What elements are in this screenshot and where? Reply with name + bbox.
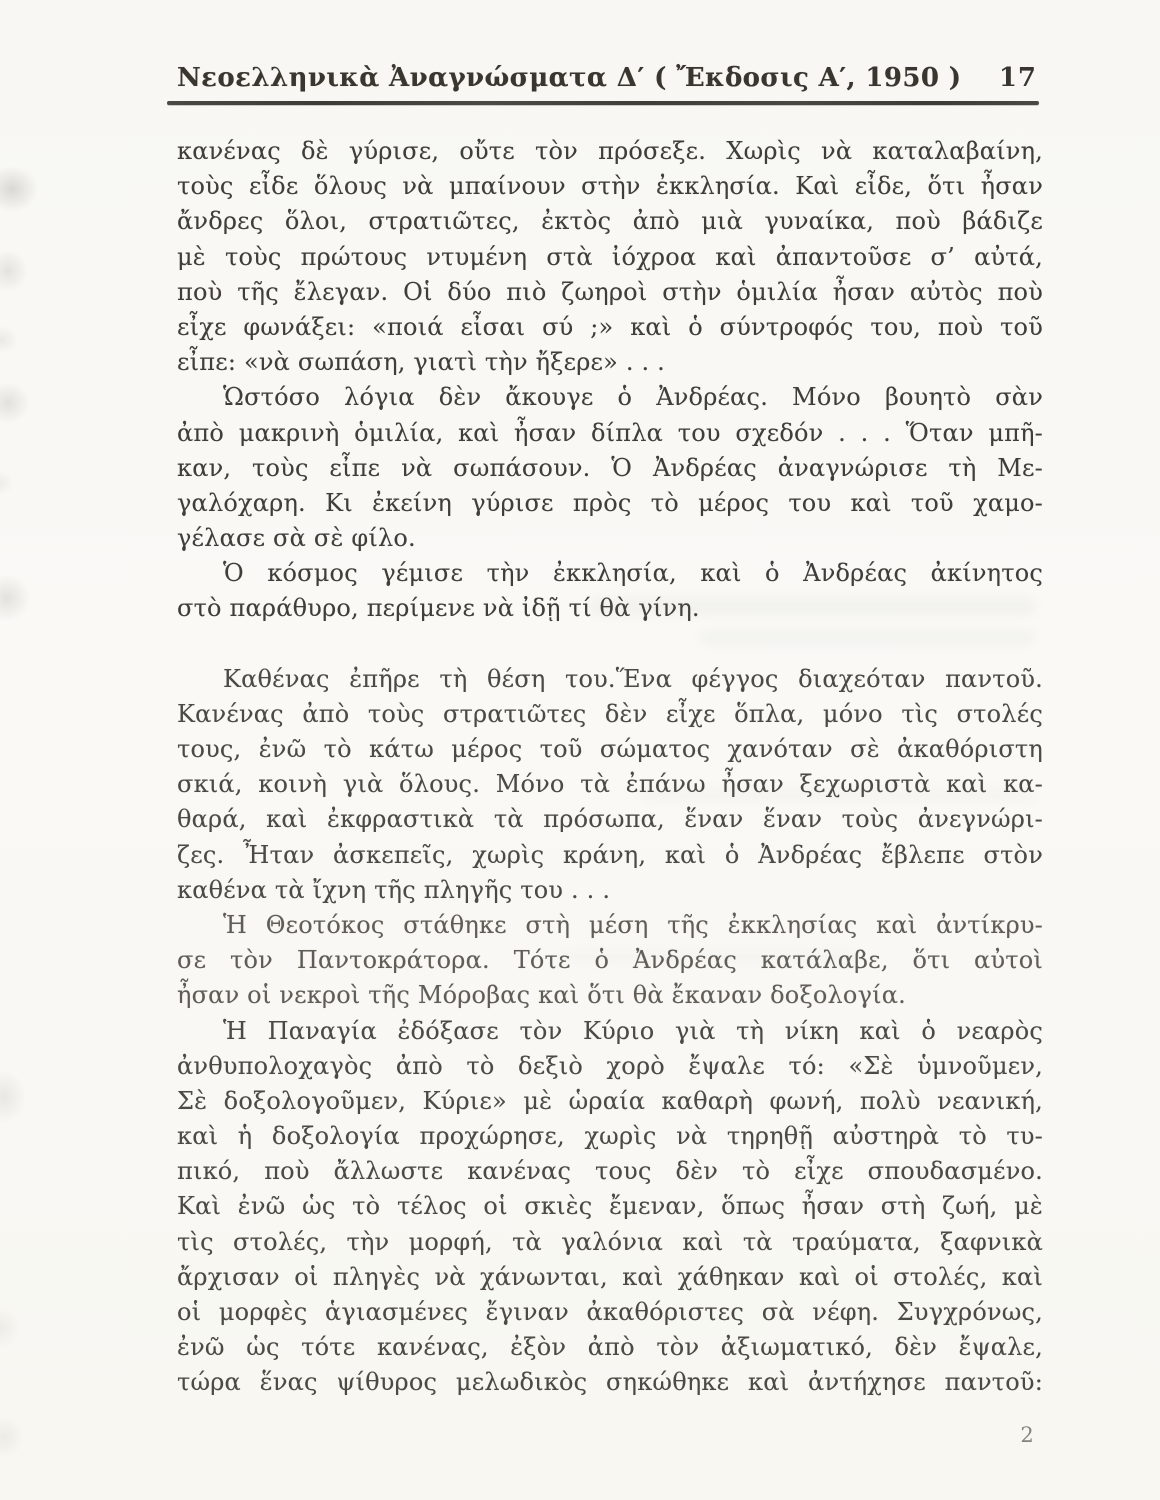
paragraph xyxy=(177,662,1043,908)
signature-number: 2 xyxy=(1020,1423,1034,1447)
text-line: Ὁ κόσμος γέμισε τὴν ἐκκλησία, καὶ ὁ Ἀνδρέας ἀκίνητος xyxy=(223,559,1043,588)
paragraph xyxy=(177,556,1043,626)
text-line: κανένας δὲ γύρισε, οὔτε τὸν πρόσεξε. Χωρὶς νὰ καταλαβαίνη, xyxy=(177,137,1043,165)
text-line: ἄρχισαν οἱ πληγὲς νὰ χάνωνται, καὶ χάθηκαν καὶ οἱ στολές, καὶ xyxy=(177,1262,1043,1291)
running-title: Νεοελληνικὰ Ἀναγνώσματα Δ′ ( Ἔκδοσις Α′, 1950 ) xyxy=(177,63,962,93)
text-line: καὶ ἡ δοξολογία προχώρησε, χωρὶς νὰ τηρηθῇ αὐστηρὰ τὸ τυ- xyxy=(177,1122,1043,1151)
scan-smudge xyxy=(0,326,18,354)
paragraph xyxy=(177,908,1043,1014)
text-line: θαρά, καὶ ἐκφραστικὰ τὰ πρόσωπα, ἕναν ἕναν τοὺς ἀνεγνώρι- xyxy=(177,805,1043,834)
paragraph xyxy=(177,134,1043,380)
text-line: καθένα τὰ ἴχνη τῆς πληγῆς του . . . xyxy=(177,875,611,904)
text-line: γαλόχαρη. Κι ἐκείνη γύρισε πρὸς τὸ μέρος του καὶ τοῦ χαμο- xyxy=(177,488,1043,517)
text-line: μὲ τοὺς πρώτους ντυμένη στὰ ἰόχροα καὶ ἀπαντοῦσε σ’ αὐτά, xyxy=(177,242,1043,271)
text-line: πικό, ποὺ ἄλλωστε κανένας τους δὲν τὸ εἶχε σπουδασμένο. xyxy=(177,1157,1043,1186)
paragraph xyxy=(177,1014,1043,1401)
scan-smudge xyxy=(0,574,30,622)
text-line: Σὲ δοξολογοῦμεν, Κύριε» μὲ ὡραία καθαρὴ φωνή, πολὺ νεανική, xyxy=(177,1086,1043,1115)
text-line: εἶπε: «νὰ σωπάση, γιατὶ τὴν ἤξερε» . . . xyxy=(177,348,666,377)
text-line: τώρα ἕνας ψίθυρος μελωδικὸς σηκώθηκε καὶ ἀντήχησε παντοῦ: xyxy=(177,1368,1043,1397)
page-header xyxy=(177,63,1037,93)
text-line: Καὶ ἐνῶ ὡς τὸ τέλος οἱ σκιὲς ἔμεναν, ὅπως ἦσαν στὴ ζωή, μὲ xyxy=(177,1192,1043,1221)
text-line: σκιά, κοινὴ γιὰ ὅλους. Μόνο τὰ ἐπάνω ἦσαν ξεχωριστὰ καὶ κα- xyxy=(177,770,1043,799)
text-line: εἶχε φωνάξει: «ποιά εἶσαι σύ ;» καὶ ὁ σύντροφός του, ποὺ τοῦ xyxy=(177,312,1043,341)
text-line: ποὺ τῆς ἔλεγαν. Οἱ δύο πιὸ ζωηροὶ στὴν ὁμιλία ἦσαν αὐτὸς ποὺ xyxy=(177,277,1043,306)
scan-smudge xyxy=(0,250,28,292)
scan-smudge xyxy=(0,470,14,496)
text-line: ἀνθυπολοχαγὸς ἀπὸ τὸ δεξιὸ χορὸ ἔψαλε τό: «Σὲ ὑμνοῦμεν, xyxy=(177,1051,1043,1080)
paragraph xyxy=(177,380,1043,556)
page-number: 17 xyxy=(998,63,1037,93)
header-rule xyxy=(167,101,1039,105)
text-line: ζες. Ἦταν ἀσκεπεῖς, χωρὶς κράνη, καὶ ὁ Ἀνδρέας ἔβλεπε στὸν xyxy=(177,840,1043,869)
scan-smudge xyxy=(0,1416,24,1458)
text-line: γέλασε σὰ σὲ φίλο. xyxy=(177,524,416,553)
scan-smudge xyxy=(0,1306,20,1350)
text-line: οἱ μορφὲς ἁγιασμένες ἔγιναν ἀκαθόριστες σὰ νέφη. Συγχρόνως, xyxy=(177,1298,1043,1326)
text-line: τοὺς εἶδε ὅλους νὰ μπαίνουν στὴν ἐκκλησία. Καὶ εἶδε, ὅτι ἦσαν xyxy=(177,172,1043,201)
text-line: Ὡστόσο λόγια δὲν ἄκουγε ὁ Ἀνδρέας. Μόνο βουητὸ σὰν xyxy=(223,383,1043,412)
text-line: ἐνῶ ὡς τότε κανένας, ἐξὸν ἀπὸ τὸν ἀξιωματικό, δὲν ἔψαλε, xyxy=(177,1333,1043,1362)
text-line: Ἡ Θεοτόκος στάθηκε στὴ μέση τῆς ἐκκλησίας καὶ ἀντίκρυ- xyxy=(223,910,1043,939)
text-line: Καθένας ἐπῆρε τὴ θέση του.Ἕνα φέγγος διαχεόταν παντοῦ. xyxy=(223,664,1043,693)
text-line: ἀπὸ μακρινὴ ὁμιλία, καὶ ἦσαν δίπλα του σχεδόν . . . Ὅταν μπῆ- xyxy=(177,418,1043,447)
body-text xyxy=(177,134,1043,1401)
text-line: καν, τοὺς εἶπε νὰ σωπάσουν. Ὁ Ἀνδρέας ἀναγνώρισε τὴ Με- xyxy=(177,453,1043,482)
text-line: ἦσαν οἱ νεκροὶ τῆς Μόροβας καὶ ὅτι θὰ ἔκαναν δοξολογία. xyxy=(177,981,906,1010)
text-line: Κανένας ἀπὸ τοὺς στρατιῶτες δὲν εἶχε ὅπλα, μόνο τὶς στολές xyxy=(177,699,1043,728)
scan-smudge xyxy=(0,166,38,212)
text-line: ἄνδρες ὅλοι, στρατιῶτες, ἐκτὸς ἀπὸ μιὰ γυναίκα, ποὺ βάδιζε xyxy=(177,207,1043,236)
text-line: σε τὸν Παντοκράτορα. Τότε ὁ Ἀνδρέας κατάλαβε, ὅτι αὐτοὶ xyxy=(177,946,1043,975)
text-line: τους, ἐνῶ τὸ κάτω μέρος τοῦ σώματος χανόταν σὲ ἀκαθόριστη xyxy=(177,735,1043,763)
text-line: στὸ παράθυρο, περίμενε νὰ ἰδῇ τί θὰ γίνη. xyxy=(177,594,700,623)
scan-smudge xyxy=(0,1070,26,1124)
scan-smudge xyxy=(0,382,30,424)
text-line: τὶς στολές, τὴν μορφή, τὰ γαλόνια καὶ τὰ τραύματα, ξαφνικὰ xyxy=(177,1227,1043,1256)
text-line: Ἡ Παναγία ἐδόξασε τὸν Κύριο γιὰ τὴ νίκη καὶ ὁ νεαρὸς xyxy=(223,1016,1043,1045)
